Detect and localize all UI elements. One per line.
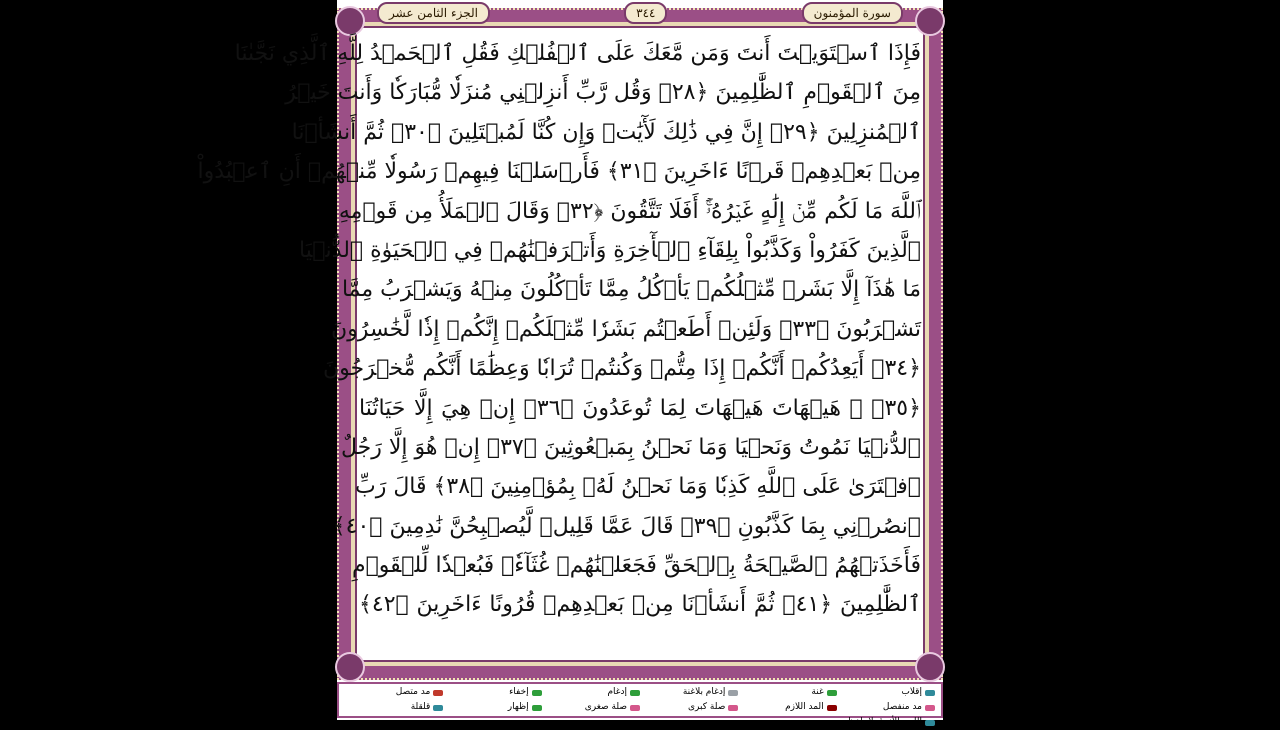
legend-swatch-icon xyxy=(630,690,640,696)
legend-swatch-icon xyxy=(630,705,640,711)
juz-label: الجزء الثامن عشر xyxy=(377,2,490,24)
legend-item xyxy=(443,685,541,700)
legend-swatch-icon xyxy=(433,690,443,696)
legend-item xyxy=(542,685,640,700)
legend-label: صلة صغرى xyxy=(584,702,627,712)
legend-swatch-icon xyxy=(827,705,837,711)
mushaf-page xyxy=(197,0,943,727)
text-line: ٱلۡمُنزِلِينَ ﴿٢٩﴾ إِنَّ فِي ذَٰلِكَ لَأٓيَٰتٖ وَإِن كُنَّا لَمُبۡتَلِينَ ﴿٣٠﴾ ثُمَّ أَنشَأۡنَا xyxy=(291,119,921,145)
legend-label: اللون الأزرق لا يلفظ xyxy=(846,717,922,727)
surah-name: سورة المؤمنون xyxy=(802,2,903,24)
legend-item xyxy=(837,700,935,715)
text-line: ٱفۡتَرَىٰ عَلَى ٱللَّهِ كَذِبٗا وَمَا نَحۡنُ لَهُۥ بِمُؤۡمِنِينَ ﴿٣٨﴾ قَالَ رَبِّ xyxy=(354,474,921,500)
legend-label: قلقلة xyxy=(410,702,431,712)
legend-label: إدغام بلاغنة xyxy=(682,687,726,697)
legend-label: صلة كبرى xyxy=(688,702,726,712)
text-line: ٱنصُرۡنِي بِمَا كَذَّبُونِ ﴿٣٩﴾ قَالَ عَمَّا قَلِيلٖ لَّيُصۡبِحُنَّ نَٰدِمِينَ ﴿٤٠﴾ xyxy=(332,513,921,539)
legend-label: إدغام xyxy=(607,687,627,697)
legend-item xyxy=(542,700,640,715)
text-line: ٱلَّذِينَ كَفَرُواْ وَكَذَّبُواْ بِلِقَآءِ ٱلۡأٓخِرَةِ وَأَتۡرَفۡنَٰهُمۡ فِي ٱلۡحَيَوٰةِ ٱلدُّنۡيَا xyxy=(298,237,921,263)
legend-item xyxy=(443,700,541,715)
text-line: ٱلدُّنۡيَا نَمُوتُ وَنَحۡيَا وَمَا نَحۡنُ بِمَبۡعُوثِينَ ﴿٣٧﴾ إِنۡ هُوَ إِلَّا رَجُلٌ xyxy=(340,434,921,460)
legend-item xyxy=(345,685,443,700)
text-line: تَشۡرَبُونَ ﴿٣٣﴾ وَلَئِنۡ أَطَعۡتُم بَشَرٗا مِّثۡلَكُمۡ إِنَّكُمۡ إِذٗا لَّخَٰسِرُونَ xyxy=(331,316,921,342)
legend-item xyxy=(738,685,836,700)
legend-item xyxy=(837,715,935,730)
text-line: ﴿٣٥﴾ ۞ هَيۡهَاتَ هَيۡهَاتَ لِمَا تُوعَدُونَ ﴿٣٦﴾ إِنۡ هِيَ إِلَّا حَيَاتُنَا xyxy=(359,395,921,421)
legend-label: إخفاء xyxy=(509,687,529,697)
legend-swatch-icon xyxy=(532,705,542,711)
legend-label: مد منفصل xyxy=(882,702,922,712)
page-header xyxy=(337,0,943,26)
legend-swatch-icon xyxy=(925,690,935,696)
legend-label: مد متصل xyxy=(395,687,431,697)
text-line: ﴿٣٤﴾ أَيَعِدُكُمۡ أَنَّكُمۡ إِذَا مِتُّمۡ وَكُنتُمۡ تُرَابٗا وَعِظَٰمًا أَنَّكُم مُّخۡرَجُونَ xyxy=(322,356,921,382)
quran-text xyxy=(197,34,921,664)
legend-swatch-icon xyxy=(827,690,837,696)
legend-item xyxy=(345,700,443,715)
legend-swatch-icon xyxy=(925,720,935,726)
legend-label: إظهار xyxy=(507,702,529,712)
text-line: مِنَ ٱلۡقَوۡمِ ٱلظَّٰلِمِينَ ﴿٢٨﴾ وَقُل رَّبِّ أَنزِلۡنِي مُنزَلٗا مُّبَارَكٗا وَأَنتَ خَيۡرُ xyxy=(285,80,921,106)
legend-label: غنة xyxy=(811,687,824,697)
legend-item xyxy=(640,700,738,715)
tajweed-legend xyxy=(337,682,943,727)
legend-swatch-icon xyxy=(925,705,935,711)
text-line: فَأَخَذَتۡهُمُ ٱلصَّيۡحَةُ بِٱلۡحَقِّ فَجَعَلۡنَٰهُمۡ غُثَآءٗۚ فَبُعۡدٗا لِّلۡقَوۡمِ xyxy=(351,553,921,579)
text-line: فَإِذَا ٱسۡتَوَيۡتَ أَنتَ وَمَن مَّعَكَ عَلَى ٱلۡفُلۡكِ فَقُلِ ٱلۡحَمۡدُ لِلَّهِ ٱلَّذِي نَجَّىٰنَا xyxy=(234,41,921,66)
text-line: مِنۢ بَعۡدِهِمۡ قَرۡنًا ءَاخَرِينَ ﴿٣١﴾ فَأَرۡسَلۡنَا فِيهِمۡ رَسُولٗا مِّنۡهُمۡ أَنِ ٱعۡبُدُواْ xyxy=(197,159,921,185)
page-number: ٣٤٤ xyxy=(624,2,667,24)
legend-swatch-icon xyxy=(433,705,443,711)
text-line: ٱللَّهَ مَا لَكُم مِّنۡ إِلَٰهٍ غَيۡرُهُۥٓۚ أَفَلَا تَتَّقُونَ ﴿٣٢﴾ وَقَالَ ٱلۡمَلَأُ مِن قَوۡمِهِ xyxy=(338,198,921,224)
legend-swatch-icon xyxy=(532,690,542,696)
legend-swatch-icon xyxy=(728,705,738,711)
legend-label: المد اللازم xyxy=(785,702,824,712)
legend-item xyxy=(738,700,836,715)
legend-label: إقلاب xyxy=(901,687,922,697)
legend-item xyxy=(640,685,738,700)
text-line: مَا هَٰذَآ إِلَّا بَشَرٞ مِّثۡلُكُمۡ يَأۡكُلُ مِمَّا تَأۡكُلُونَ مِنۡهُ وَيَشۡرَبُ مِمَّا xyxy=(341,277,921,303)
legend-swatch-icon xyxy=(728,690,738,696)
text-line: ٱلظَّٰلِمِينَ ﴿٤١﴾ ثُمَّ أَنشَأۡنَا مِنۢ بَعۡدِهِمۡ قُرُونًا ءَاخَرِينَ ﴿٤٢﴾ xyxy=(359,592,921,618)
legend-item xyxy=(837,685,935,700)
